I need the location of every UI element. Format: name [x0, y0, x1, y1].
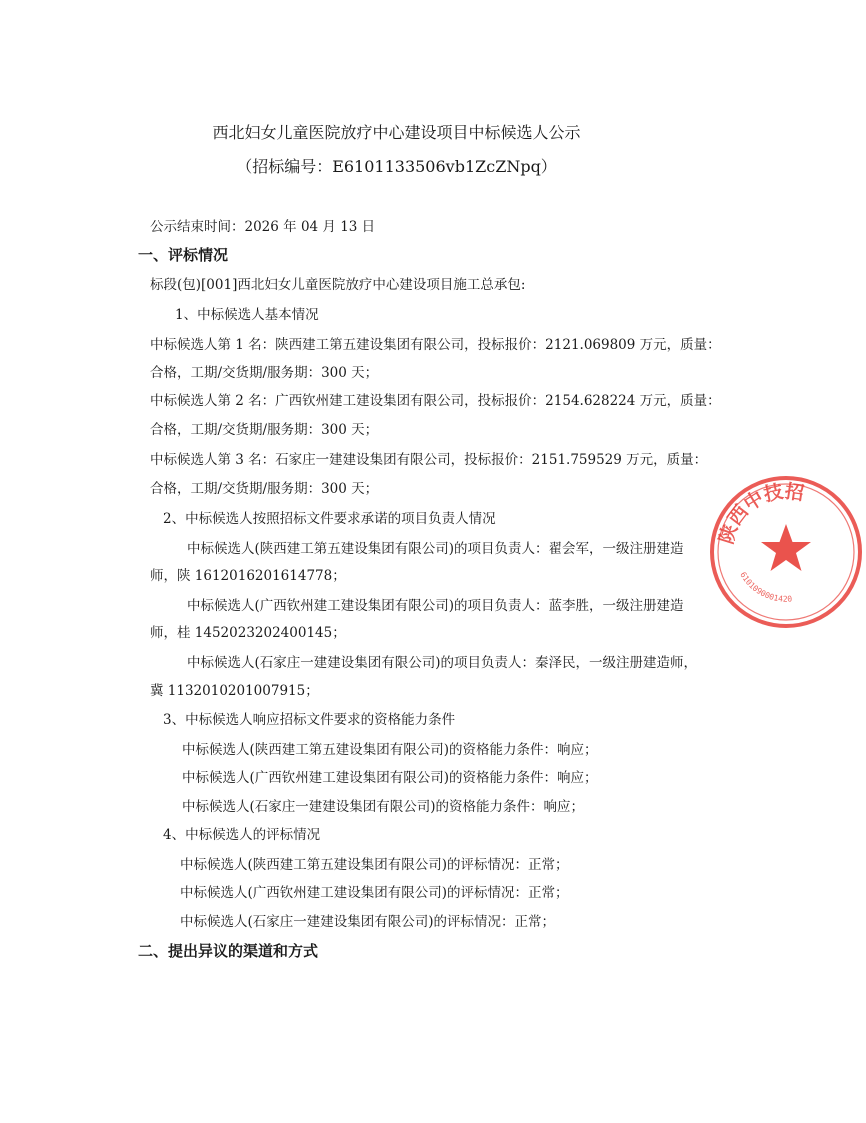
candidate-line: 中标候选人第 3 名：石家庄一建建设集团有限公司，投标报价：2151.759529 万元，质量： — [150, 452, 708, 468]
seal-bottom-text: 6101090001420 — [738, 570, 793, 604]
manager-line: 中标候选人(石家庄一建建设集团有限公司)的项目负责人：秦泽民，一级注册建造师， — [187, 655, 698, 671]
seal-top-text: 陕西中技招 — [715, 480, 806, 547]
candidate-line: 中标候选人第 2 名：广西钦州建工建设集团有限公司，投标报价：2154.628224 万元，质量： — [150, 393, 721, 409]
candidate-line: 合格，工期/交货期/服务期：300 天； — [150, 365, 379, 381]
publicity-end-time: 公示结束时间：2026 年 04 月 13 日 — [150, 219, 376, 235]
company-seal-icon — [706, 472, 866, 632]
manager-line: 冀 1132010201007915； — [150, 683, 319, 699]
evaluation-line: 中标候选人(广西钦州建工建设集团有限公司)的评标情况：正常； — [180, 885, 569, 901]
subsection-2-heading: 2、中标候选人按照招标文件要求承诺的项目负责人情况 — [163, 511, 496, 527]
candidate-line: 中标候选人第 1 名：陕西建工第五建设集团有限公司，投标报价：2121.069809 万元，质量： — [150, 337, 721, 353]
section-2-heading: 二、提出异议的渠道和方式 — [138, 942, 319, 960]
candidate-line: 合格，工期/交货期/服务期：300 天； — [150, 422, 379, 438]
section-1-heading: 一、评标情况 — [138, 246, 229, 264]
subsection-1-heading: 1、中标候选人基本情况 — [175, 307, 319, 323]
qualification-line: 中标候选人(陕西建工第五建设集团有限公司)的资格能力条件：响应； — [182, 742, 598, 758]
qualification-line: 中标候选人(广西钦州建工建设集团有限公司)的资格能力条件：响应； — [182, 770, 598, 786]
document-subtitle: （招标编号：E6101133506vb1ZcZNpq） — [236, 157, 557, 176]
evaluation-line: 中标候选人(陕西建工第五建设集团有限公司)的评标情况：正常； — [180, 857, 569, 873]
subsection-4-heading: 4、中标候选人的评标情况 — [163, 827, 321, 843]
seal-star-icon — [761, 524, 811, 571]
manager-line: 中标候选人(广西钦州建工建设集团有限公司)的项目负责人：蓝李胜，一级注册建造 — [187, 598, 684, 614]
qualification-line: 中标候选人(石家庄一建建设集团有限公司)的资格能力条件：响应； — [182, 799, 585, 815]
candidate-line: 合格，工期/交货期/服务期：300 天； — [150, 481, 379, 497]
manager-line: 师，陕 1612016201614778； — [150, 568, 346, 584]
manager-line: 师，桂 1452023202400145； — [150, 625, 346, 641]
svg-text:6101090001420 — [738, 570, 792, 603]
document-title: 西北妇女儿童医院放疗中心建设项目中标候选人公示 — [212, 123, 581, 142]
subsection-3-heading: 3、中标候选人响应招标文件要求的资格能力条件 — [163, 712, 456, 728]
evaluation-line: 中标候选人(石家庄一建建设集团有限公司)的评标情况：正常； — [180, 914, 556, 930]
lot-description: 标段(包)[001]西北妇女儿童医院放疗中心建设项目施工总承包: — [150, 277, 526, 293]
manager-line: 中标候选人(陕西建工第五建设集团有限公司)的项目负责人：翟会军，一级注册建造 — [187, 541, 684, 557]
